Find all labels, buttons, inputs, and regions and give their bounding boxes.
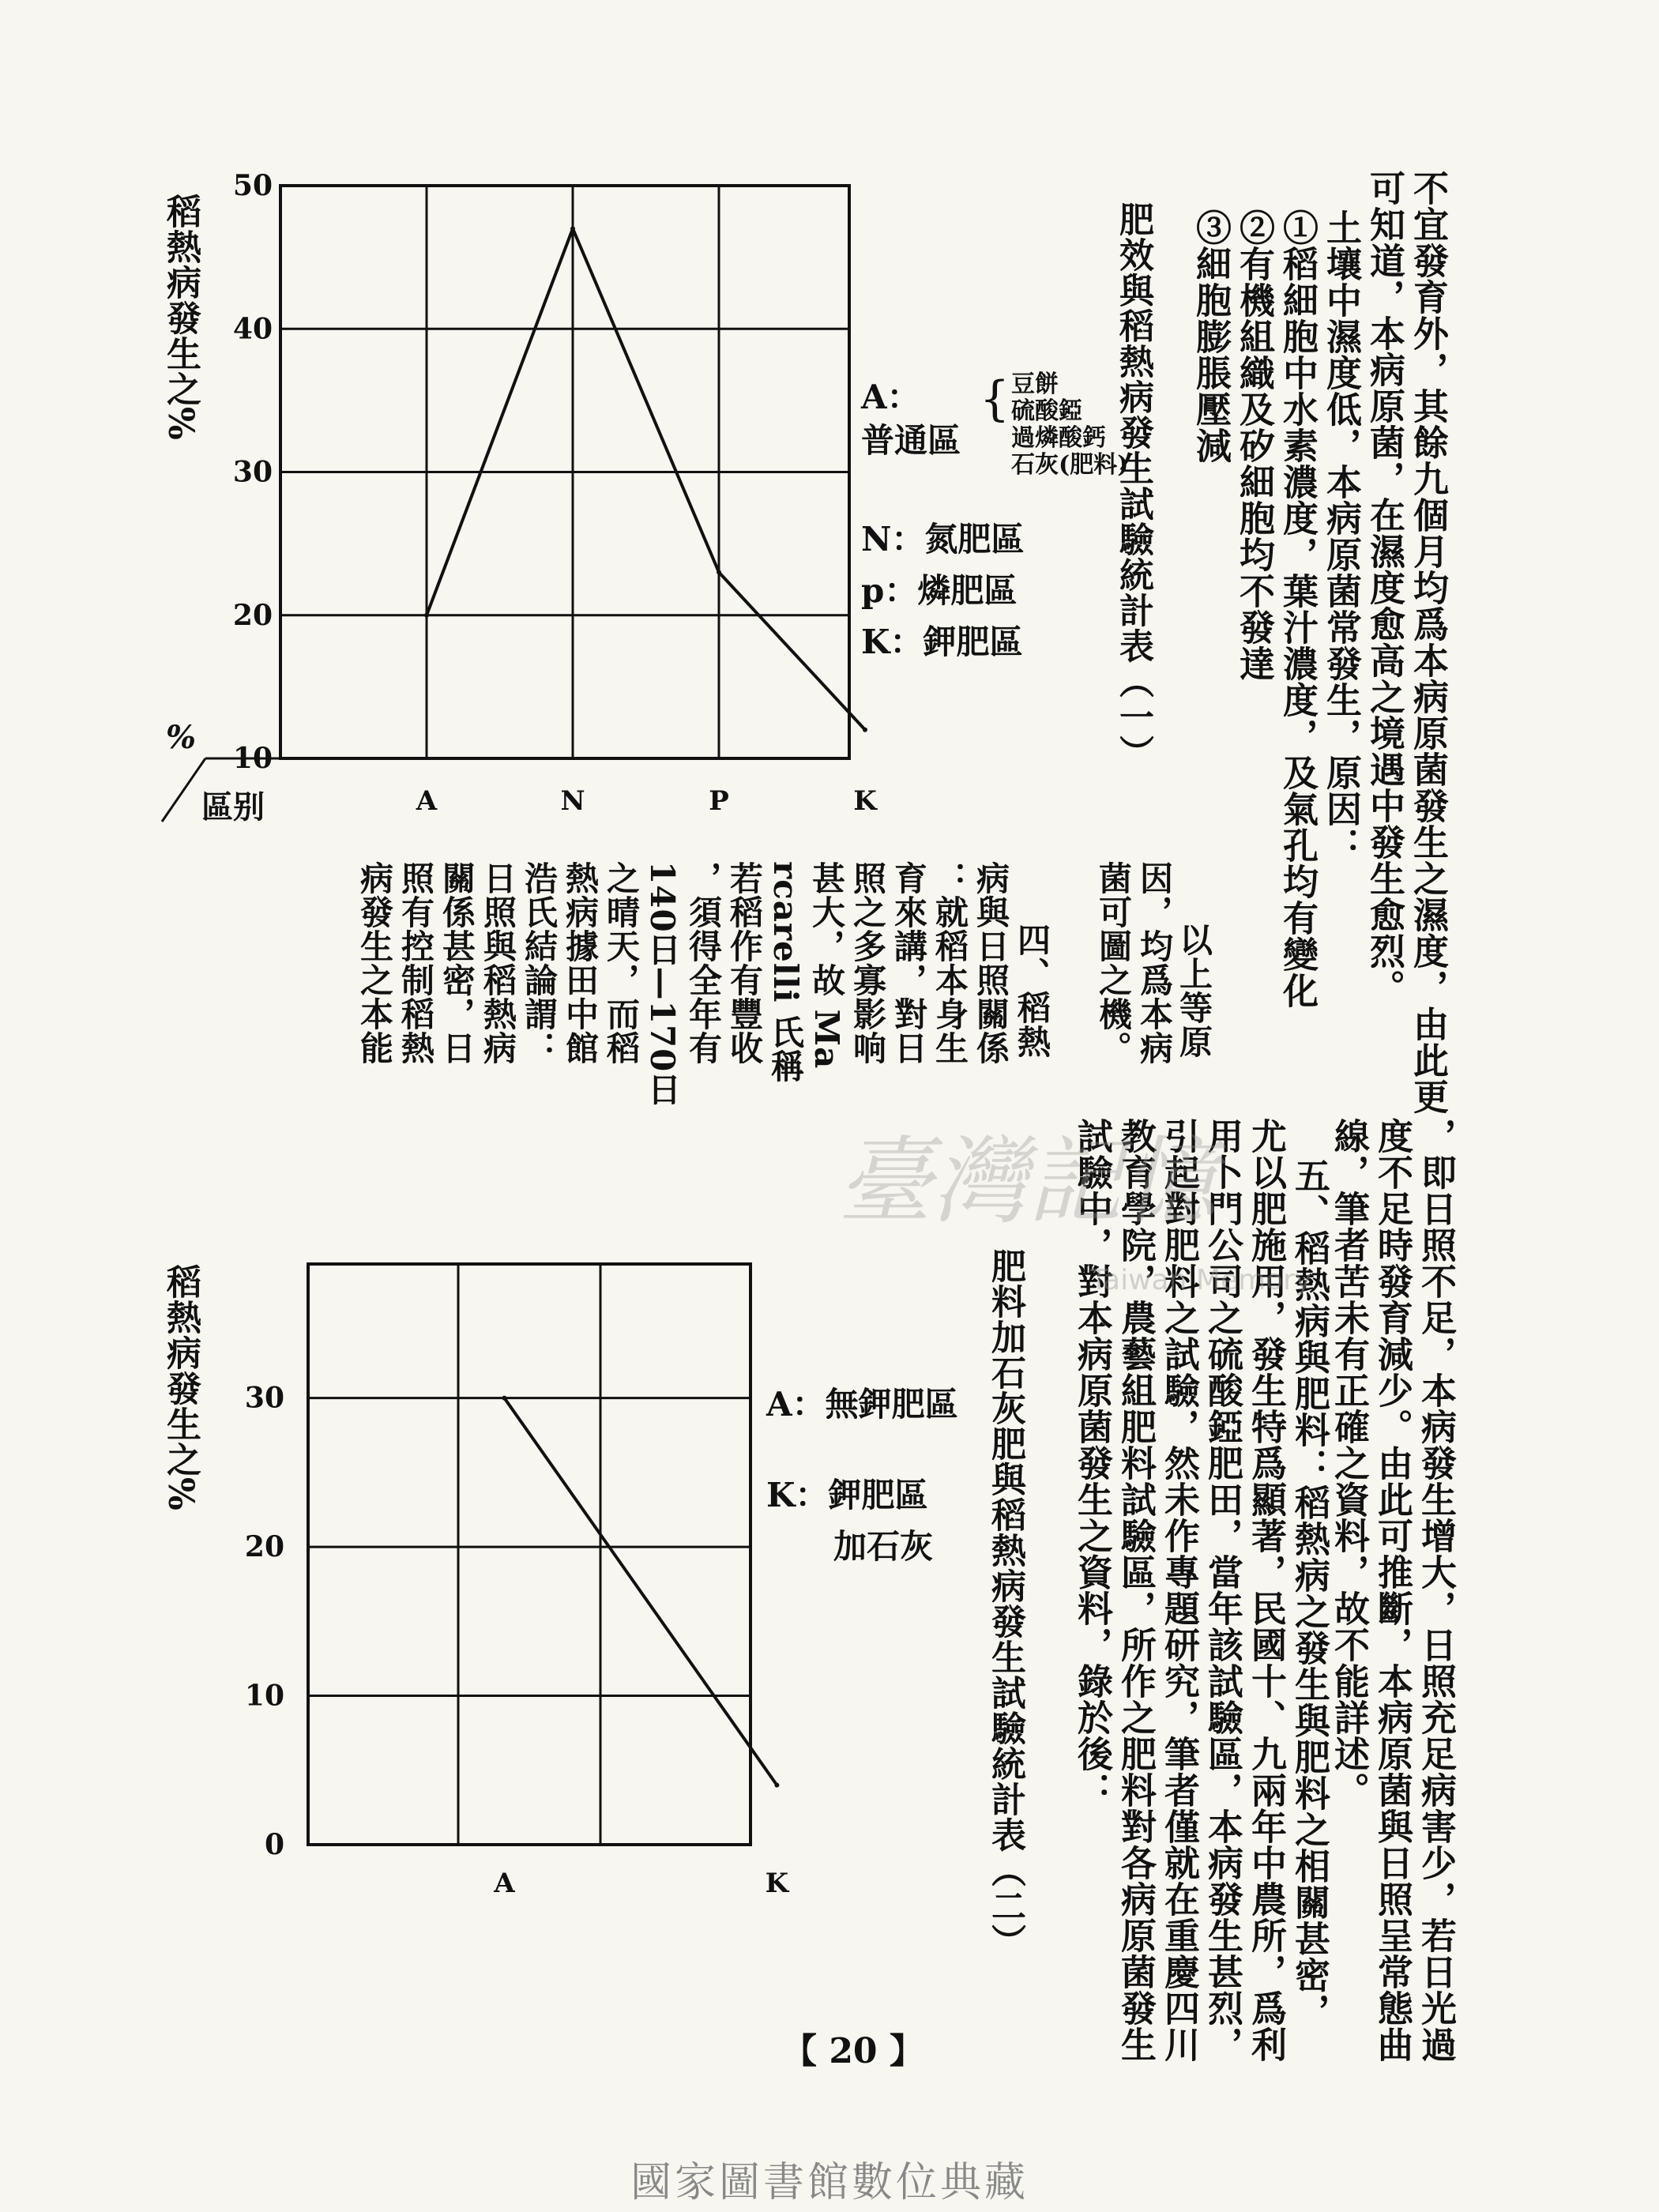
y-tick-label: 20	[244, 1530, 284, 1564]
plot-frame	[308, 1264, 750, 1845]
middle-text-column: rcarelli 氏稱	[766, 861, 805, 1084]
data-point-p	[717, 570, 721, 574]
legend-brace: {	[980, 371, 1010, 427]
chart1-corner-percent: %	[166, 719, 197, 756]
lower-text-column: 用卜門公司之硫酸錏肥田，當年該試驗區，本病發生甚烈，	[1202, 1118, 1243, 2063]
y-tick-label: 10	[244, 1679, 284, 1713]
chart1-x-ticks	[416, 785, 878, 817]
middle-text-column: 四、稻熱	[1013, 923, 1051, 1059]
corner-diagonal	[162, 758, 205, 822]
x-tick-label-a: A	[416, 785, 438, 817]
chart2-grid	[308, 1264, 750, 1845]
middle-text-column: 熱病據田中館	[561, 861, 600, 1065]
lower-text-column: 教育學院，農藝組肥料試驗區，所作之肥料對各病原菌發生	[1115, 1118, 1157, 2063]
upper-text-column: ③細胞膨脹壓減	[1190, 209, 1232, 464]
middle-text-column: 甚大，故 Ma	[807, 861, 846, 1070]
middle-text-column: 之晴天，而稻	[602, 861, 641, 1065]
chart1-corner-region: 區别	[201, 788, 265, 826]
legend-a-sub-item: 豆餅	[1011, 371, 1059, 398]
lower-text-column: 引起對肥料之試驗，然未作專題研究，筆者僅就在重慶四川	[1158, 1118, 1200, 2063]
x-tick-label-k: K	[853, 785, 877, 817]
upper-text-column: 不宜發育外，其餘九個月均爲本病原菌發生之濕度，由此更	[1407, 170, 1449, 1115]
lower-text-column: ，即日照不足，本病發生增大，日照充足病害少，若日光過	[1415, 1118, 1457, 2063]
y-tick-label: 40	[232, 312, 273, 346]
upper-text-column: 可知道，本病原菌，在濕度愈高之境遇中發生愈烈。	[1364, 170, 1405, 1006]
chart2-series-line	[502, 1396, 779, 1788]
data-point-k	[863, 728, 867, 732]
middle-text-column: 若稻作有豐收	[725, 861, 764, 1065]
middle-text-column: 育來講，對日	[890, 861, 928, 1065]
middle-text-column: 菌可圖之機。	[1094, 861, 1133, 1065]
y-tick-label: 30	[244, 1381, 284, 1415]
legend-a-sub	[1011, 371, 1185, 479]
middle-text-column: 以上等原	[1175, 923, 1213, 1059]
chart1-series-line	[424, 226, 867, 732]
y-tick-label: 30	[232, 455, 273, 489]
legend-k: K：鉀肥區	[861, 623, 1023, 661]
legend-a-label: 普通區	[861, 421, 961, 460]
middle-text-column: ，須得全年有	[684, 861, 723, 1065]
chart2-y-axis-label: 稻熱病發生之%	[160, 1264, 201, 1511]
chart2-caption: 肥料加石灰肥與稻熱病發生試驗統計表（二）	[985, 1248, 1025, 1959]
legend-a-sub-item: 石灰(肥料)	[1011, 451, 1129, 479]
lower-text-column: 線，筆者苦未有正確之資料，故不能詳述。	[1328, 1118, 1370, 1808]
upper-text-column: ①稻細胞中水素濃度，葉汁濃度，及氣孔均有變化	[1277, 209, 1319, 1009]
middle-text-column: 照有控制稻熱	[397, 861, 435, 1065]
y-tick-label: 0	[264, 1828, 284, 1861]
x-tick-label-p: P	[709, 785, 729, 817]
y-tick-label: 50	[232, 169, 273, 202]
middle-text-column: 病發生之本能	[356, 861, 394, 1065]
lower-text-column: 度不足時發育減少。由此可推斷，本病原菌與日照呈常態曲	[1371, 1118, 1413, 2063]
legend-a-sub-item: 過燐酸鈣	[1011, 424, 1106, 452]
chart2-legend-k-sub: 加石灰	[833, 1527, 934, 1566]
y-tick-label: 10	[232, 742, 273, 775]
lower-text-column: 試驗中，對本病原菌發生之資料，錄於後：	[1071, 1118, 1113, 1808]
upper-text-column: 土壤中濕度低，本病原菌常發生，原因：	[1320, 209, 1362, 863]
legend-p: p：燐肥區	[861, 571, 1018, 610]
series-line	[504, 1398, 777, 1785]
data-point-n	[570, 226, 575, 231]
legend-n: N：氮肥區	[861, 520, 1025, 559]
chart2-x-ticks	[493, 1868, 789, 1899]
middle-text-column: ：就稻本身生	[931, 861, 969, 1065]
legend-a-key: A：	[861, 378, 920, 416]
data-point-a	[502, 1396, 506, 1401]
chart1-caption: 肥效與稻熱病發生試驗統計表（一）	[1113, 201, 1153, 770]
chart1-y-ticks	[233, 169, 273, 775]
x-tick-label-a: A	[494, 1868, 515, 1899]
chart1-grid	[162, 186, 849, 822]
legend-a-sub-item: 硫酸錏	[1011, 397, 1082, 425]
data-point-k	[774, 1783, 779, 1788]
middle-text-column: 照之多寡影响	[848, 861, 887, 1065]
middle-text-column: 關係甚密，日	[438, 861, 476, 1065]
lower-text-column: 五、稻熱病與肥料：稻熱病之發生與肥料之相關甚密，	[1288, 1157, 1330, 2030]
lower-text-column: 尤以肥施用，發生特爲顯著，民國十、九兩年中農所，爲利	[1245, 1118, 1287, 2063]
middle-text-column: 因，均爲本病	[1135, 861, 1174, 1065]
series-line	[427, 228, 865, 729]
chart2-legend-k: K：鉀肥區	[766, 1476, 928, 1514]
data-point-a	[424, 613, 429, 618]
middle-text-column: 140日—170日	[643, 861, 682, 1107]
x-tick-label-k: K	[765, 1868, 789, 1899]
y-tick-label: 20	[232, 598, 273, 632]
middle-text-column: 病與日照關係	[972, 861, 1010, 1065]
chart1-y-axis-label: 稻熱病發生之%	[160, 194, 201, 441]
page-number: 【 20 】	[782, 2031, 924, 2071]
chart2-legend-a: A：無鉀肥區	[766, 1385, 958, 1424]
watermark-logo: 臺灣記憶	[837, 1127, 1217, 1237]
chart2-y-ticks	[245, 1382, 284, 1861]
middle-text-column: 浩氏結論謂：	[520, 861, 559, 1065]
chart1-plot	[158, 158, 877, 853]
chart2-plot	[237, 1248, 790, 1920]
upper-text-column: ②有機組織及矽細胞均不發達	[1233, 209, 1275, 682]
middle-text-column: 日照與稻熱病	[479, 861, 517, 1065]
watermark-logo-en: Taiwan Memory	[1090, 1264, 1312, 1296]
x-tick-label-n: N	[560, 785, 585, 817]
footer-archive-label: 國家圖書館數位典藏	[630, 2159, 1029, 2206]
